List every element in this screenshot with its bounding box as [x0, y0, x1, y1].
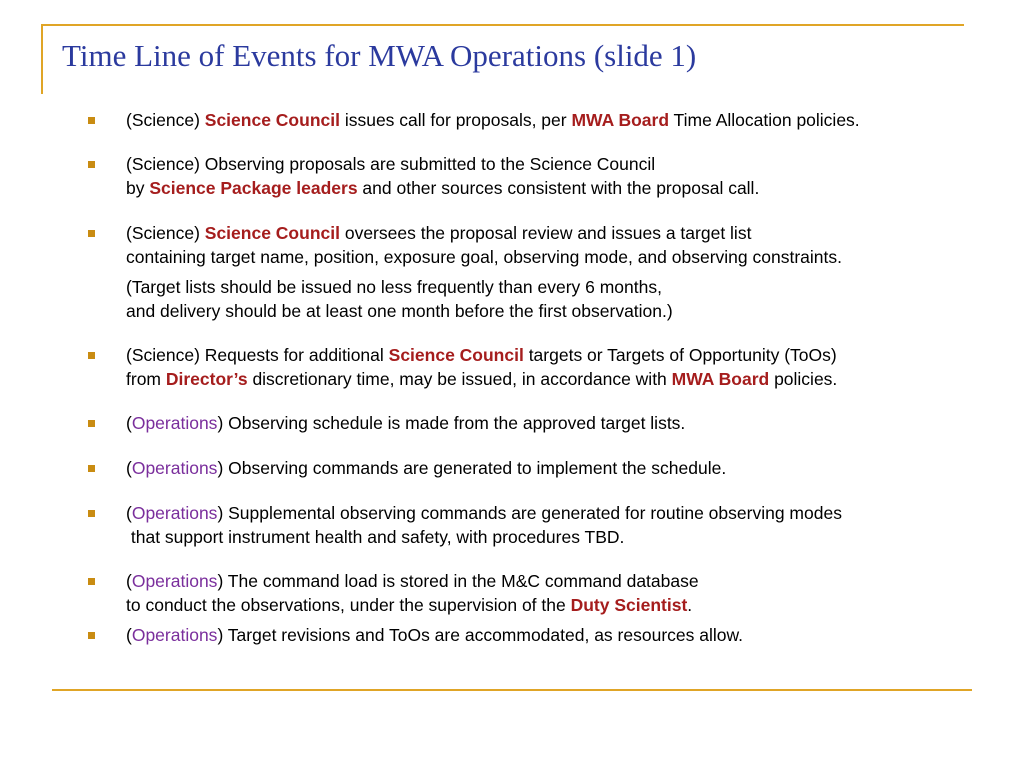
bullet-marker-icon [88, 632, 95, 639]
bullet-item [88, 221, 988, 323]
text-run: ) Observing commands are generated to implement the schedule. [217, 458, 727, 478]
operations-tag: Operations [131, 571, 218, 591]
text-run: targets or Targets of Opportunity (ToOs) [523, 345, 837, 365]
text-run: (Science) [126, 110, 205, 130]
bullet-line [126, 569, 988, 593]
bullet-line [126, 221, 988, 245]
text-run: issues call for proposals, per [339, 110, 572, 130]
left-rule [41, 24, 43, 94]
slide-title: Time Line of Events for MWA Operations (slide 1) [62, 38, 697, 73]
bullet-item [88, 152, 988, 200]
text-run: ) The command load is stored in the M&C command database [217, 571, 699, 591]
emphasis-mwa-board: MWA Board [671, 369, 770, 389]
bullet-line [126, 367, 988, 391]
operations-tag: Operations [131, 413, 218, 433]
bullet-line: (Science) Observing proposals are submitted to the Science Council [126, 154, 656, 174]
emphasis-science-package-leaders: Science Package leaders [149, 178, 358, 198]
bullet-line [126, 623, 988, 647]
operations-tag: Operations [131, 625, 218, 645]
bullet-marker-icon [88, 578, 95, 585]
bullet-marker-icon [88, 465, 95, 472]
bottom-rule [52, 689, 972, 691]
bullet-marker-icon [88, 230, 95, 237]
text-run: ( [126, 625, 132, 645]
emphasis-mwa-board: MWA Board [571, 110, 670, 130]
bullet-marker-icon [88, 161, 95, 168]
bullet-line: (Target lists should be issued no less frequently than every 6 months, [126, 277, 662, 297]
emphasis-science-council: Science Council [204, 223, 340, 243]
bullet-line: that support instrument health and safety, with procedures TBD. [126, 527, 625, 547]
emphasis-science-council: Science Council [204, 110, 340, 130]
text-run: ( [126, 413, 132, 433]
text-run: ( [126, 571, 132, 591]
bullet-line [126, 456, 988, 480]
text-run: oversees the proposal review and issues a target list [339, 223, 752, 243]
bullet-line [126, 593, 988, 617]
operations-tag: Operations [131, 458, 218, 478]
bullet-marker-icon [88, 510, 95, 517]
bullet-line [126, 343, 988, 367]
emphasis-science-council: Science Council [388, 345, 524, 365]
text-run: ( [126, 458, 132, 478]
text-run: Time Allocation policies. [669, 110, 860, 130]
bullet-line: containing target name, position, exposure goal, observing mode, and observing constraints. [126, 247, 842, 267]
bullet-line: and delivery should be at least one month before the first observation.) [126, 301, 673, 321]
text-run: ( [126, 503, 132, 523]
text-run: by [126, 178, 150, 198]
text-run: (Science) Requests for additional [126, 345, 389, 365]
text-run: ) Supplemental observing commands are generated for routine observing modes [217, 503, 842, 523]
bullet-line [126, 411, 988, 435]
text-run: discretionary time, may be issued, in accordance with [247, 369, 672, 389]
bullet-list [88, 108, 988, 647]
text-run: (Science) [126, 223, 205, 243]
bullet-line [126, 108, 988, 132]
bullet-marker-icon [88, 352, 95, 359]
text-run: from [126, 369, 166, 389]
bullet-item [88, 456, 988, 480]
bullet-item [88, 623, 988, 647]
bullet-line [126, 176, 988, 200]
bullet-item [88, 501, 988, 549]
text-run: . [687, 595, 693, 615]
bullet-line [126, 501, 988, 525]
text-run: policies. [769, 369, 838, 389]
text-run: to conduct the observations, under the supervision of the [126, 595, 571, 615]
bullet-item [88, 569, 988, 617]
bullet-item [88, 411, 988, 435]
bullet-item [88, 343, 988, 391]
text-run: ) Observing schedule is made from the approved target lists. [217, 413, 686, 433]
bullet-marker-icon [88, 117, 95, 124]
operations-tag: Operations [131, 503, 218, 523]
bullet-marker-icon [88, 420, 95, 427]
text-run: and other sources consistent with the proposal call. [357, 178, 760, 198]
emphasis-directors: Director’s [165, 369, 248, 389]
top-rule [41, 24, 964, 26]
bullet-item [88, 108, 988, 132]
emphasis-duty-scientist: Duty Scientist [570, 595, 688, 615]
text-run: ) Target revisions and ToOs are accommodated, as resources allow. [217, 625, 744, 645]
